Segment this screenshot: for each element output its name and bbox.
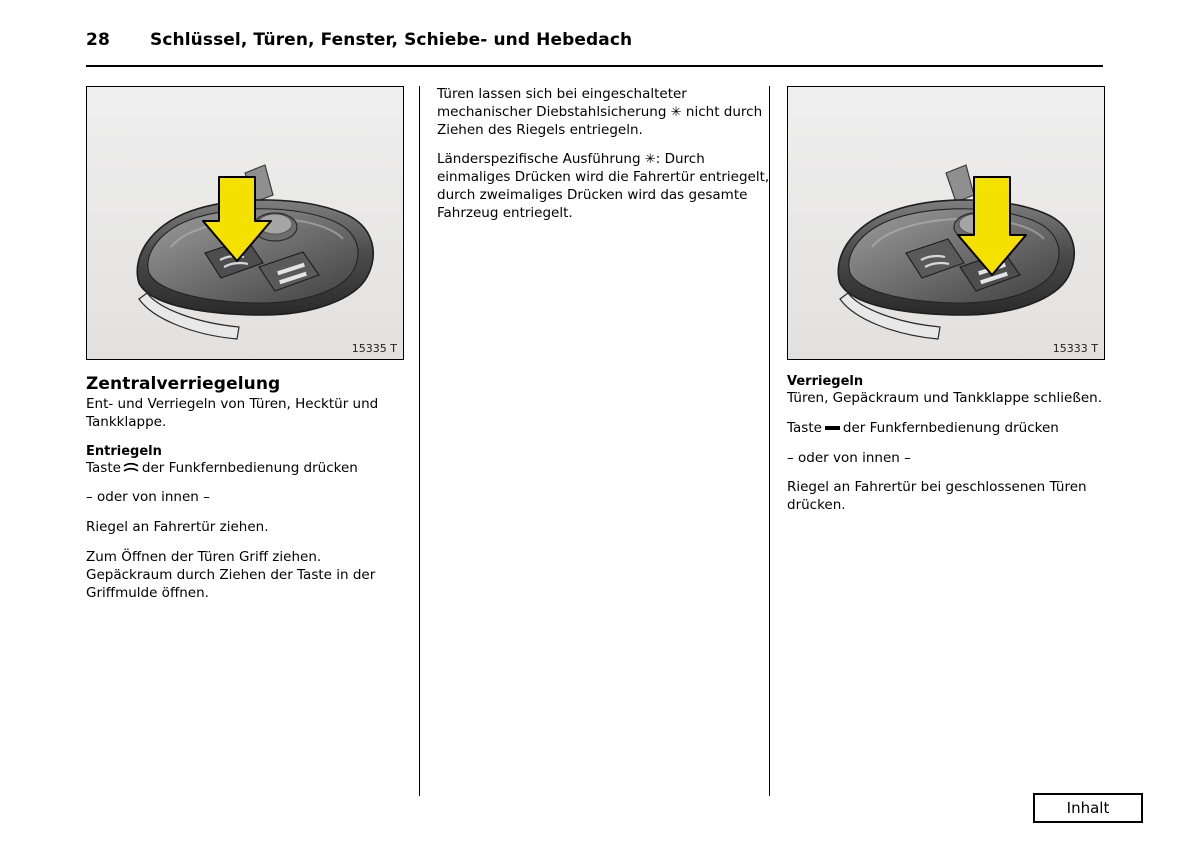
diebstahlsicherung-paragraph <box>437 86 770 139</box>
snowflake-marker-icon: ✳ <box>670 104 682 120</box>
verriegeln-intro: Türen, Gepäckraum und Tankklappe schließen. <box>787 390 1103 406</box>
remote-key-unlock-illustration <box>87 87 403 359</box>
laenderspezifisch-text-a: Länderspezifische Ausführung <box>437 151 641 168</box>
laenderspezifisch-text-b: : Durch einmaliges Drücken wird die Fahrertür entriegelt, durch zweimaliges Drücken wird das gesamte Fahrzeug entriegelt. <box>437 151 770 221</box>
remote-key-lock-illustration <box>788 87 1104 359</box>
entriegeln-pull-line: Riegel an Fahrertür ziehen. <box>86 519 269 536</box>
column-left <box>86 86 404 603</box>
figure-right-code: 15333 T <box>1052 342 1098 355</box>
header-divider <box>86 65 1103 67</box>
section-heading-zentralverriegelung: Zentralverriegelung <box>86 374 281 394</box>
inhalt-button[interactable]: Inhalt <box>1033 793 1143 823</box>
entriegeln-button-pre: Taste <box>86 459 121 476</box>
entriegeln-last-paragraph: Zum Öffnen der Türen Griff ziehen. Gepäckraum durch Ziehen der Taste in der Griffmulde öffnen. <box>86 549 376 601</box>
unlock-button-icon <box>123 462 140 474</box>
figure-left <box>86 86 404 360</box>
verriegeln-alt-line: – oder von innen – <box>787 449 911 466</box>
diebstahlsicherung-text-a: Türen lassen sich bei eingeschalteter mechanischer Diebstahlsicherung <box>437 86 687 120</box>
column-divider-1 <box>419 86 420 796</box>
laenderspezifisch-paragraph <box>437 151 770 222</box>
diebstahlsicherung-text-b: nicht durch Ziehen des Riegels entriegeln. <box>437 103 763 138</box>
figure-right <box>787 86 1105 360</box>
figure-left-code: 15335 T <box>351 342 397 355</box>
entriegeln-alt-line: – oder von innen – <box>86 489 210 506</box>
column-right <box>787 86 1105 515</box>
page-header <box>86 30 1103 50</box>
entriegeln-button-post: der Funkfernbedienung drücken <box>141 459 358 476</box>
page-number: 28 <box>86 30 111 50</box>
verriegeln-button-pre: Taste <box>787 419 822 436</box>
lock-button-icon <box>824 422 841 434</box>
verriegeln-push-line: Riegel an Fahrertür bei geschlossenen Türen drücken. <box>787 479 1087 514</box>
entriegeln-button-line <box>86 460 404 478</box>
verriegeln-button-post: der Funkfernbedienung drücken <box>842 419 1059 436</box>
page-title: Schlüssel, Türen, Fenster, Schiebe- und Hebedach <box>150 30 633 50</box>
snowflake-marker-icon-2: ✳ <box>644 152 656 168</box>
subheading-entriegeln: Entriegeln <box>86 443 162 459</box>
subheading-verriegeln: Verriegeln <box>787 374 864 389</box>
verriegeln-button-line <box>787 420 1105 438</box>
zentralverriegelung-intro: Ent- und Verriegeln von Türen, Hecktür und Tankklappe. <box>86 396 379 430</box>
column-middle <box>437 86 770 223</box>
